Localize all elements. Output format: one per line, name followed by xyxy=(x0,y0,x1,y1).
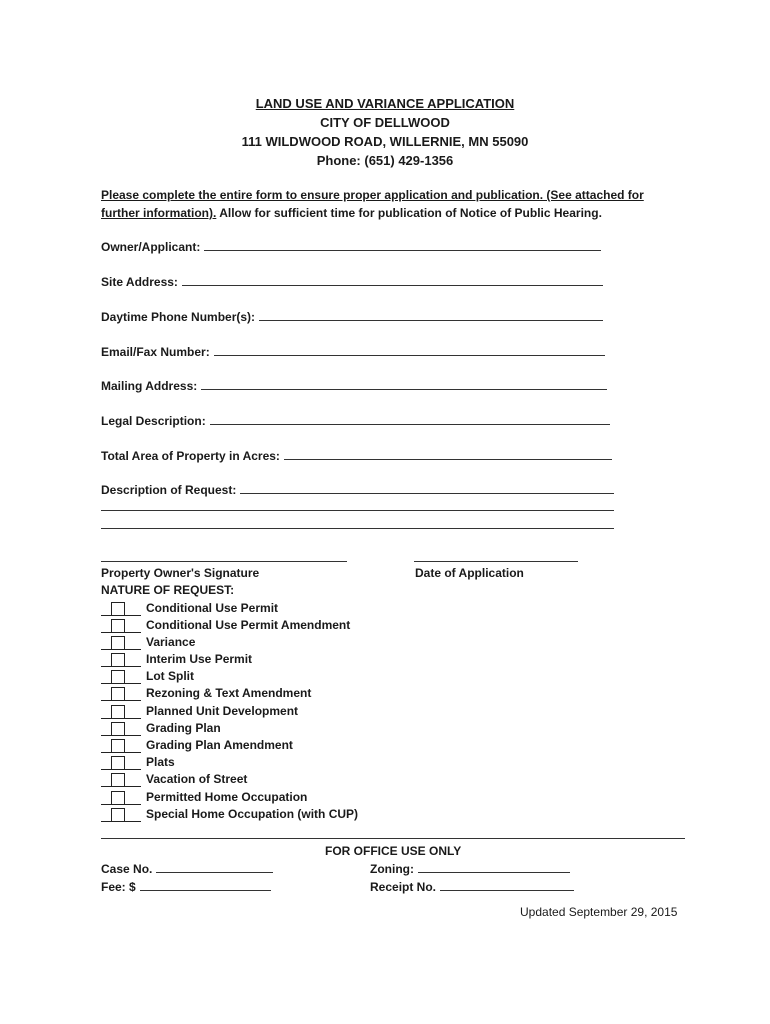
checkbox-box[interactable] xyxy=(111,739,125,753)
checkbox-interim-use-permit[interactable] xyxy=(101,652,141,667)
option-label-planned-unit-development: Planned Unit Development xyxy=(146,704,299,718)
owner-applicant-field[interactable] xyxy=(101,238,601,254)
checkbox-grading-plan[interactable] xyxy=(101,721,141,736)
checkbox-plats[interactable] xyxy=(101,755,141,770)
total-area-label: Total Area of Property in Acres: xyxy=(101,449,280,463)
checkbox-underline xyxy=(101,735,141,736)
checkbox-box[interactable] xyxy=(111,636,125,650)
nature-of-request-heading: NATURE OF REQUEST: xyxy=(101,583,235,597)
site-address-line[interactable] xyxy=(182,284,603,286)
checkbox-underline xyxy=(101,683,141,684)
description-line-2[interactable] xyxy=(101,510,614,511)
checkbox-underline xyxy=(101,700,141,701)
instructions-note xyxy=(101,186,681,222)
updated-date: Updated September 29, 2015 xyxy=(520,905,678,919)
office-divider xyxy=(101,838,685,839)
option-label-variance: Variance xyxy=(146,635,196,649)
checkbox-box[interactable] xyxy=(111,670,125,684)
mailing-address-label: Mailing Address: xyxy=(101,379,198,393)
checkbox-box[interactable] xyxy=(111,756,125,770)
checkbox-underline xyxy=(101,804,141,805)
description-line-3[interactable] xyxy=(101,528,614,529)
instructions-underlined: Please complete the entire form to ensure proper application and publication. (See attached for further information). xyxy=(101,188,644,220)
email-fax-label: Email/Fax Number: xyxy=(101,345,210,359)
option-label-grading-plan-amendment: Grading Plan Amendment xyxy=(146,738,293,752)
option-label-special-home-occupation: Special Home Occupation (with CUP) xyxy=(146,807,359,821)
receipt-number-label: Receipt No. xyxy=(370,880,437,894)
checkbox-underline xyxy=(101,769,141,770)
checkbox-underline xyxy=(101,786,141,787)
description-request-line[interactable] xyxy=(240,492,614,494)
email-fax-line[interactable] xyxy=(214,354,605,356)
mailing-address-field[interactable] xyxy=(101,377,607,393)
zoning-line[interactable] xyxy=(418,871,570,873)
owner-signature-line[interactable] xyxy=(101,561,347,562)
total-area-field[interactable] xyxy=(101,447,612,463)
option-label-plats: Plats xyxy=(146,755,175,769)
case-number-label: Case No. xyxy=(101,862,153,876)
email-fax-field[interactable] xyxy=(101,343,605,359)
checkbox-box[interactable] xyxy=(111,653,125,667)
checkbox-underline xyxy=(101,821,141,822)
receipt-number-line[interactable] xyxy=(440,889,574,891)
description-request-field[interactable] xyxy=(101,481,614,497)
checkbox-box[interactable] xyxy=(111,722,125,736)
legal-description-label: Legal Description: xyxy=(101,414,206,428)
checkbox-box[interactable] xyxy=(111,705,125,719)
daytime-phone-label: Daytime Phone Number(s): xyxy=(101,310,256,324)
checkbox-box[interactable] xyxy=(111,791,125,805)
checkbox-variance[interactable] xyxy=(101,635,141,650)
daytime-phone-line[interactable] xyxy=(259,319,603,321)
checkbox-box[interactable] xyxy=(111,808,125,822)
checkbox-underline xyxy=(101,718,141,719)
zoning-label: Zoning: xyxy=(370,862,414,876)
checkbox-lot-split[interactable] xyxy=(101,669,141,684)
description-request-label: Description of Request: xyxy=(101,483,237,497)
checkbox-underline xyxy=(101,649,141,650)
checkbox-underline xyxy=(101,632,141,633)
owner-signature-label: Property Owner's Signature xyxy=(101,566,260,580)
city-phone: Phone: (651) 429-1356 xyxy=(316,153,454,168)
checkbox-underline xyxy=(101,615,141,616)
checkbox-special-home-occupation[interactable] xyxy=(101,807,141,822)
instructions-rest: Allow for sufficient time for publication of Notice of Public Hearing. xyxy=(216,206,602,220)
legal-description-field[interactable] xyxy=(101,412,610,428)
mailing-address-line[interactable] xyxy=(201,388,607,390)
fee-field[interactable] xyxy=(101,878,271,894)
application-date-line[interactable] xyxy=(414,561,578,562)
option-label-conditional-use-permit-amendment: Conditional Use Permit Amendment xyxy=(146,618,351,632)
checkbox-rezoning-text-amendment[interactable] xyxy=(101,686,141,701)
checkbox-permitted-home-occupation[interactable] xyxy=(101,790,141,805)
option-label-interim-use-permit: Interim Use Permit xyxy=(146,652,253,666)
checkbox-box[interactable] xyxy=(111,602,125,616)
zoning-field[interactable] xyxy=(370,860,570,876)
receipt-number-field[interactable] xyxy=(370,878,574,894)
checkbox-planned-unit-development[interactable] xyxy=(101,704,141,719)
checkbox-vacation-of-street[interactable] xyxy=(101,772,141,787)
site-address-label: Site Address: xyxy=(101,275,178,289)
owner-applicant-line[interactable] xyxy=(204,249,601,251)
checkbox-conditional-use-permit[interactable] xyxy=(101,601,141,616)
option-label-conditional-use-permit: Conditional Use Permit xyxy=(146,601,279,615)
case-number-field[interactable] xyxy=(101,860,273,876)
site-address-field[interactable] xyxy=(101,273,603,289)
option-label-lot-split: Lot Split xyxy=(146,669,194,683)
checkbox-underline xyxy=(101,666,141,667)
daytime-phone-field[interactable] xyxy=(101,308,603,324)
checkbox-box[interactable] xyxy=(111,619,125,633)
form-header xyxy=(0,94,770,170)
checkbox-conditional-use-permit-amendment[interactable] xyxy=(101,618,141,633)
office-use-heading: FOR OFFICE USE ONLY xyxy=(325,844,462,858)
checkbox-underline xyxy=(101,752,141,753)
checkbox-box[interactable] xyxy=(111,773,125,787)
form-title: LAND USE AND VARIANCE APPLICATION xyxy=(255,96,515,111)
application-date-label: Date of Application xyxy=(415,566,524,580)
fee-line[interactable] xyxy=(140,889,271,891)
legal-description-line[interactable] xyxy=(210,423,610,425)
case-number-line[interactable] xyxy=(156,871,273,873)
checkbox-grading-plan-amendment[interactable] xyxy=(101,738,141,753)
option-label-grading-plan: Grading Plan xyxy=(146,721,221,735)
option-label-vacation-of-street: Vacation of Street xyxy=(146,772,248,786)
fee-label: Fee: $ xyxy=(101,880,136,894)
option-label-permitted-home-occupation: Permitted Home Occupation xyxy=(146,790,308,804)
checkbox-box[interactable] xyxy=(111,687,125,701)
city-name: CITY OF DELLWOOD xyxy=(320,115,450,130)
option-label-rezoning-text-amendment: Rezoning & Text Amendment xyxy=(146,686,312,700)
owner-applicant-label: Owner/Applicant: xyxy=(101,240,201,254)
total-area-line[interactable] xyxy=(284,458,612,460)
city-address: 111 WILDWOOD ROAD, WILLERNIE, MN 55090 xyxy=(241,134,529,149)
